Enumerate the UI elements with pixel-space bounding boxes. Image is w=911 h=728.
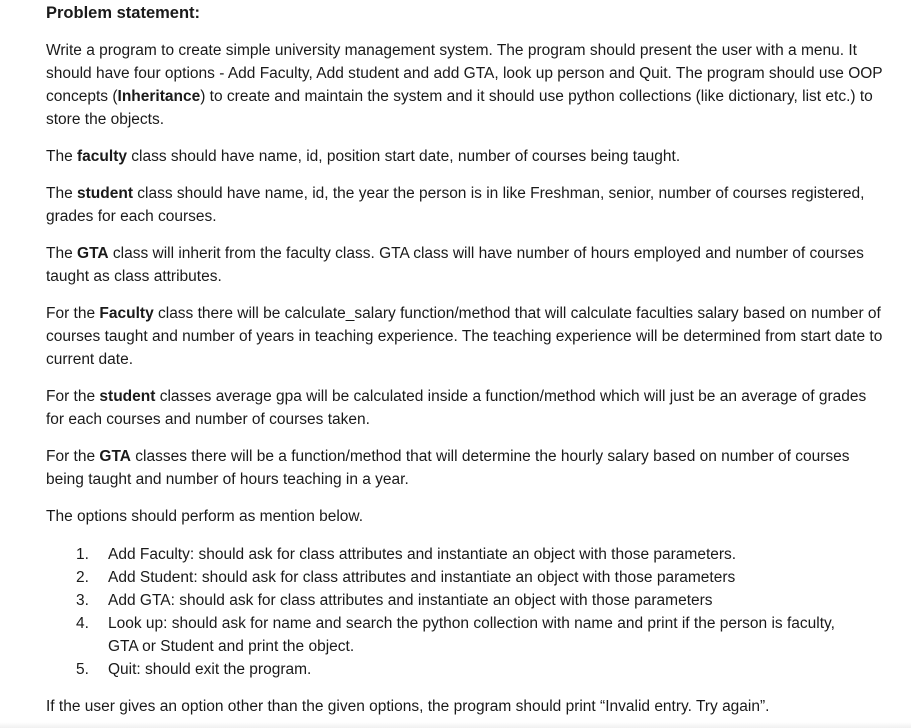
text-run: Write a program to create simple university management system. The program should present the user with a menu. It should have four options - Add Faculty, Add student and add GTA, look up person and Quit. The program should use OOP concepts ( — [46, 42, 883, 105]
text-run: The — [46, 245, 78, 262]
text-run: class will inherit from the faculty class. GTA class will have number of hours employed and number of courses taught as class attributes. — [46, 245, 864, 285]
list-item-number: 3. — [76, 592, 89, 609]
list-item — [76, 612, 856, 658]
gta-class-paragraph — [46, 242, 886, 288]
text-run: classes average gpa will be calculated inside a function/method which will just be an average of grades for each courses and number of courses taken. — [46, 388, 867, 428]
text-run: The — [46, 185, 78, 202]
list-item-number: 5. — [76, 661, 89, 678]
list-item — [76, 543, 856, 566]
text-run: class there will be calculate_salary function/method that will calculate faculties salary based on number of courses taught and number of years in teaching experience. The teaching experience will be determined from start date to current date. — [46, 305, 883, 368]
list-item-number: 1. — [76, 546, 89, 563]
bold-term: Inheritance — [117, 88, 201, 105]
options-intro-paragraph: The options should perform as mention below. — [46, 508, 364, 525]
student-class-paragraph — [46, 182, 886, 228]
text-run: class should have name, id, the year the person is in like Freshman, senior, number of courses registered, grades for each courses. — [46, 185, 865, 225]
invalid-entry-paragraph: If the user gives an option other than the given options, the program should print “Invalid entry. Try again”. — [46, 698, 770, 715]
text-run: class should have name, id, position start date, number of courses being taught. — [126, 148, 681, 165]
faculty-class-paragraph — [46, 145, 886, 168]
text-run: classes there will be a function/method that will determine the hourly salary based on number of courses being taught and number of hours teaching in a year. — [46, 448, 850, 488]
list-item-number: 2. — [76, 569, 89, 586]
faculty-salary-paragraph — [46, 302, 886, 371]
bold-term: GTA — [77, 245, 109, 262]
bold-term: Faculty — [99, 305, 154, 322]
list-item-text: Add GTA: should ask for class attributes and instantiate an object with those parameters — [108, 592, 713, 609]
text-run: For the — [46, 305, 100, 322]
text-run: For the — [46, 388, 100, 405]
bold-term: faculty — [77, 148, 127, 165]
page-bottom-shadow — [0, 722, 911, 728]
list-item — [76, 566, 856, 589]
list-item — [76, 658, 856, 681]
student-gpa-paragraph — [46, 385, 886, 431]
text-run: ) to create and maintain the system and it should use python collections (like dictionary, list etc.) to store the objects. — [46, 88, 873, 128]
list-item-text: Add Student: should ask for class attributes and instantiate an object with those parameters — [108, 569, 736, 586]
bold-term: GTA — [99, 448, 131, 465]
options-list — [76, 543, 856, 681]
list-item-text: Add Faculty: should ask for class attributes and instantiate an object with those parameters. — [108, 546, 737, 563]
problem-statement-heading: Problem statement: — [46, 4, 201, 22]
bold-term: student — [77, 185, 133, 202]
text-run: The — [46, 148, 78, 165]
list-item-text: Quit: should exit the program. — [108, 661, 312, 678]
gta-salary-paragraph — [46, 445, 886, 491]
list-item — [76, 589, 856, 612]
bold-term: student — [99, 388, 156, 405]
text-run: For the — [46, 448, 100, 465]
list-item-number: 4. — [76, 615, 89, 632]
intro-paragraph — [46, 39, 886, 131]
list-item-text: Look up: should ask for name and search the python collection with name and print if the person is faculty, GTA or Student and print the object. — [108, 615, 835, 655]
